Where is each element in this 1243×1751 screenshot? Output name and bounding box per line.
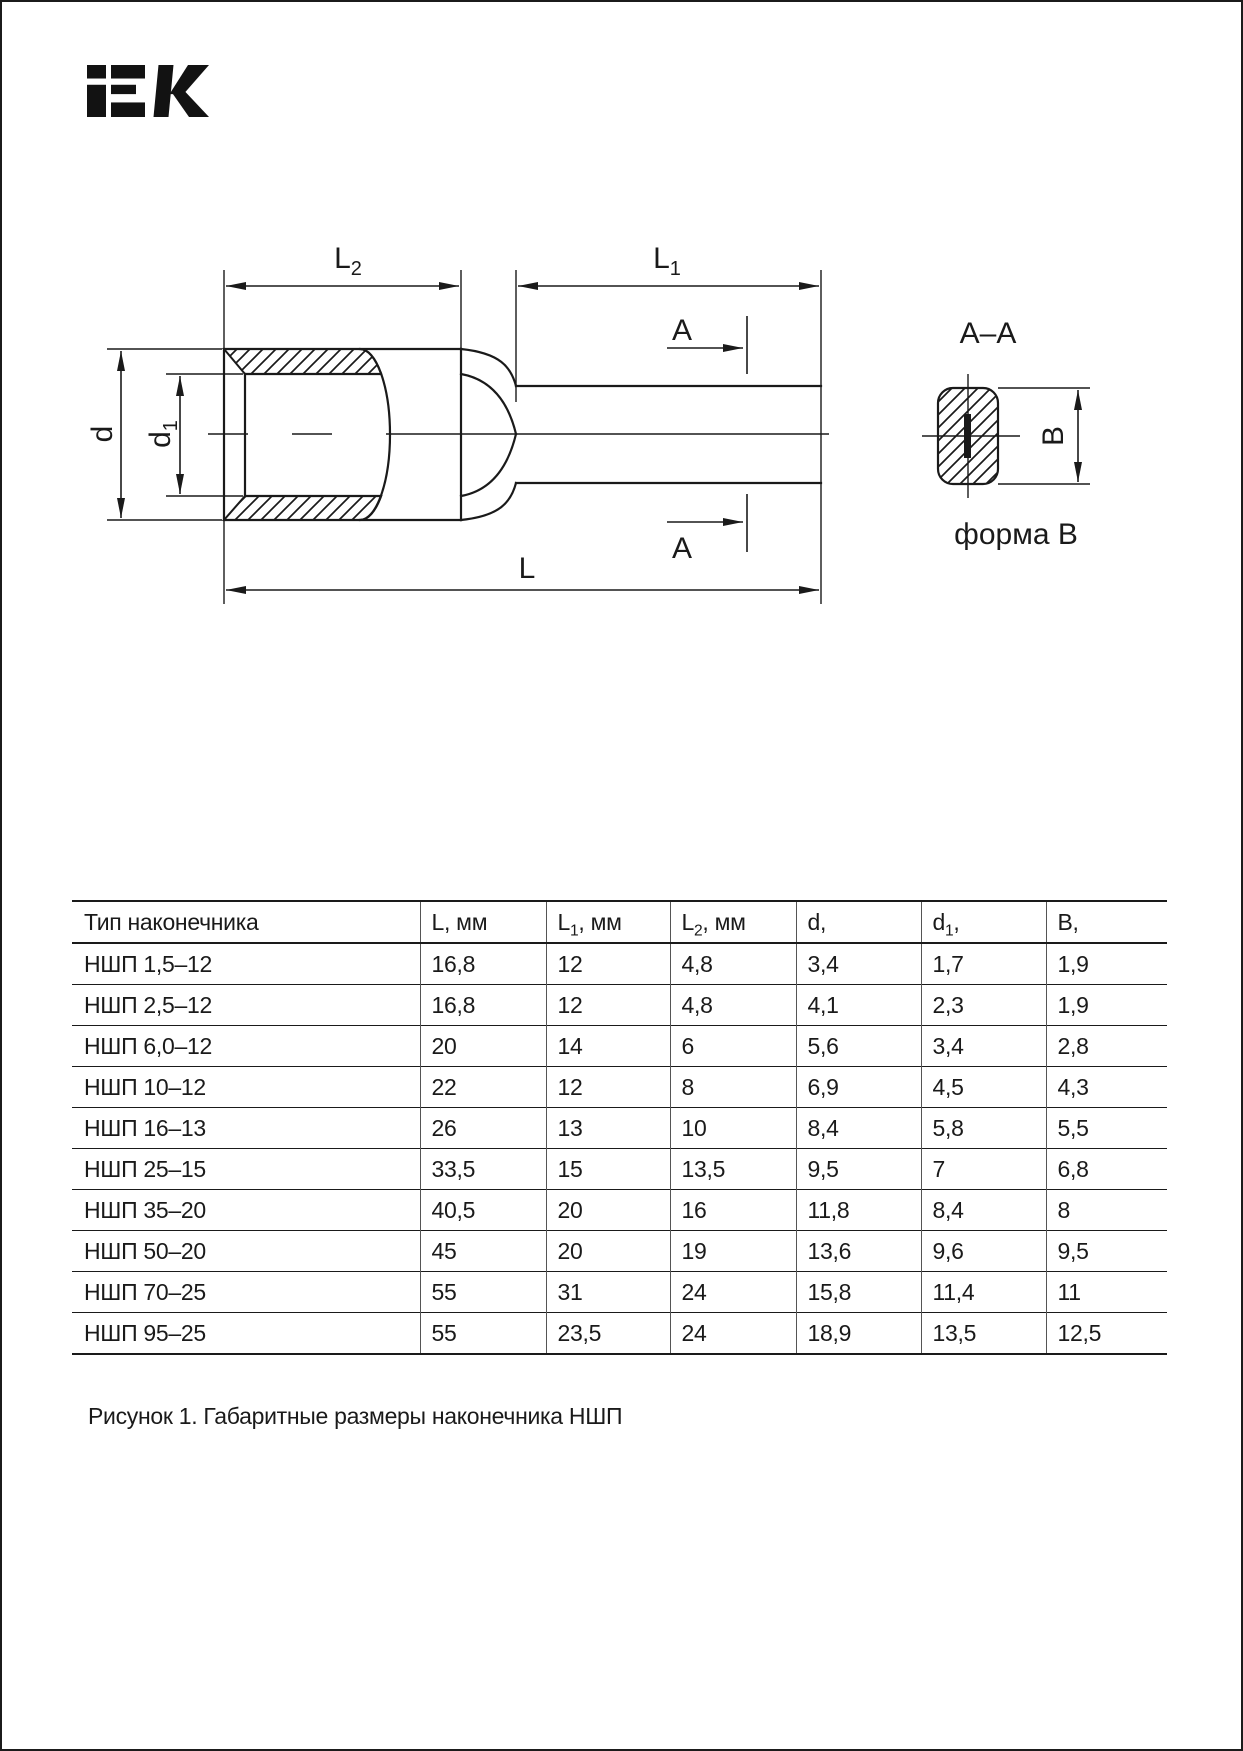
cell-type: НШП 6,0–12 xyxy=(84,1032,212,1059)
cell-L2: 8 xyxy=(670,1067,796,1108)
cell-B: 2,8 xyxy=(1046,1026,1167,1067)
cell-d: 15,8 xyxy=(796,1272,921,1313)
table-header xyxy=(72,901,1167,943)
cell-L2: 10 xyxy=(670,1108,796,1149)
cell-d1: 1,7 xyxy=(921,943,1046,985)
cell-B: 8 xyxy=(1046,1190,1167,1231)
cell-L: 22 xyxy=(420,1067,546,1108)
table-row xyxy=(72,1108,1167,1149)
cell-type: НШП 95–25 xyxy=(84,1319,206,1346)
cell-type: НШП 50–20 xyxy=(84,1237,206,1264)
cell-L: 40,5 xyxy=(420,1190,546,1231)
cell-type: НШП 10–12 xyxy=(84,1073,206,1100)
cell-B: 11 xyxy=(1046,1272,1167,1313)
cell-B: 1,9 xyxy=(1046,985,1167,1026)
cell-d: 13,6 xyxy=(796,1231,921,1272)
cell-L: 33,5 xyxy=(420,1149,546,1190)
cell-L1: 15 xyxy=(546,1149,670,1190)
cell-L: 55 xyxy=(420,1272,546,1313)
table-row xyxy=(72,1026,1167,1067)
section-view-title: A–A xyxy=(959,317,1017,350)
table-row xyxy=(72,1149,1167,1190)
cell-type: НШП 25–15 xyxy=(84,1155,206,1182)
cell-d1: 5,8 xyxy=(921,1108,1046,1149)
table-row xyxy=(72,985,1167,1026)
col-header-L2: $L_2$, мм xyxy=(670,901,796,943)
cell-d: 18,9 xyxy=(796,1313,921,1355)
table-row xyxy=(72,1272,1167,1313)
cell-L2: 19 xyxy=(670,1231,796,1272)
cell-type: НШП 1,5–12 xyxy=(84,950,212,977)
cell-L2: 4,8 xyxy=(670,943,796,985)
iek-logo xyxy=(87,65,209,117)
cell-L2: 16 xyxy=(670,1190,796,1231)
cell-d: 8,4 xyxy=(796,1108,921,1149)
cell-L2: 13,5 xyxy=(670,1149,796,1190)
cell-d: 4,1 xyxy=(796,985,921,1026)
cell-d: 11,8 xyxy=(796,1190,921,1231)
cell-L2: 24 xyxy=(670,1272,796,1313)
cell-L1: 12 xyxy=(546,1067,670,1108)
cell-d1: 3,4 xyxy=(921,1026,1046,1067)
extension-lines xyxy=(107,270,821,604)
table-row xyxy=(72,1313,1167,1355)
dim-label-d1: $d_1$ xyxy=(144,420,182,448)
cell-L: 16,8 xyxy=(420,943,546,985)
cell-d: 9,5 xyxy=(796,1149,921,1190)
cell-d: 5,6 xyxy=(796,1026,921,1067)
cell-d1: 4,5 xyxy=(921,1067,1046,1108)
ferrule-dimension-drawing xyxy=(62,212,1182,632)
cell-type: НШП 70–25 xyxy=(84,1278,206,1305)
table-header-row xyxy=(72,901,1167,943)
cell-d1: 7 xyxy=(921,1149,1046,1190)
crimp-indent-mark xyxy=(964,414,971,458)
dim-label-L1: $L_1$ xyxy=(653,242,681,280)
col-header-B: B, xyxy=(1046,901,1167,943)
cell-d1: 8,4 xyxy=(921,1190,1046,1231)
dim-label-d: d xyxy=(86,425,119,443)
col-header-d: d, xyxy=(796,901,921,943)
cell-d1: 13,5 xyxy=(921,1313,1046,1355)
section-form-label: форма B xyxy=(954,518,1078,551)
cell-L1: 31 xyxy=(546,1272,670,1313)
cell-d: 3,4 xyxy=(796,943,921,985)
cell-L2: 24 xyxy=(670,1313,796,1355)
cell-B: 6,8 xyxy=(1046,1149,1167,1190)
table-row xyxy=(72,1190,1167,1231)
section-arrow-label-top: A xyxy=(671,314,693,347)
cell-B: 4,3 xyxy=(1046,1067,1167,1108)
cell-L1: 20 xyxy=(546,1190,670,1231)
cell-B: 12,5 xyxy=(1046,1313,1167,1355)
cell-B: 9,5 xyxy=(1046,1231,1167,1272)
dimensions-table xyxy=(72,900,1167,1355)
table-row xyxy=(72,1067,1167,1108)
cell-type: НШП 16–13 xyxy=(84,1114,206,1141)
cell-L1: 14 xyxy=(546,1026,670,1067)
cell-L: 16,8 xyxy=(420,985,546,1026)
cell-L1: 12 xyxy=(546,943,670,985)
col-header-L1: $L_1$, мм xyxy=(546,901,670,943)
cell-d1: 11,4 xyxy=(921,1272,1046,1313)
cell-L: 20 xyxy=(420,1026,546,1067)
cell-L: 45 xyxy=(420,1231,546,1272)
dim-label-L: L xyxy=(518,552,536,585)
cell-L: 55 xyxy=(420,1313,546,1355)
col-header-type: Тип наконечника xyxy=(84,908,259,935)
cell-type: НШП 35–20 xyxy=(84,1196,206,1223)
cell-type: НШП 2,5–12 xyxy=(84,991,212,1018)
dim-label-L2: $L_2$ xyxy=(334,242,362,280)
col-header-L: L, мм xyxy=(420,901,546,943)
cell-L1: 13 xyxy=(546,1108,670,1149)
dimension-lines xyxy=(121,286,819,590)
cell-d1: 9,6 xyxy=(921,1231,1046,1272)
cell-B: 1,9 xyxy=(1046,943,1167,985)
table-row xyxy=(72,1231,1167,1272)
cell-L1: 23,5 xyxy=(546,1313,670,1355)
section-arrow-label-bottom: A xyxy=(671,532,693,565)
table-row xyxy=(72,943,1167,985)
cell-L1: 12 xyxy=(546,985,670,1026)
dim-label-B: B xyxy=(1037,425,1070,447)
col-header-d1: $d_1$, xyxy=(921,901,1046,943)
cell-L1: 20 xyxy=(546,1231,670,1272)
iek-logo-glyphs xyxy=(87,65,209,117)
cell-B: 5,5 xyxy=(1046,1108,1167,1149)
cell-L: 26 xyxy=(420,1108,546,1149)
cell-d: 6,9 xyxy=(796,1067,921,1108)
cell-L2: 6 xyxy=(670,1026,796,1067)
figure-caption: Рисунок 1. Габаритные размеры наконечника НШП xyxy=(88,1403,623,1429)
cell-d1: 2,3 xyxy=(921,985,1046,1026)
cell-L2: 4,8 xyxy=(670,985,796,1026)
